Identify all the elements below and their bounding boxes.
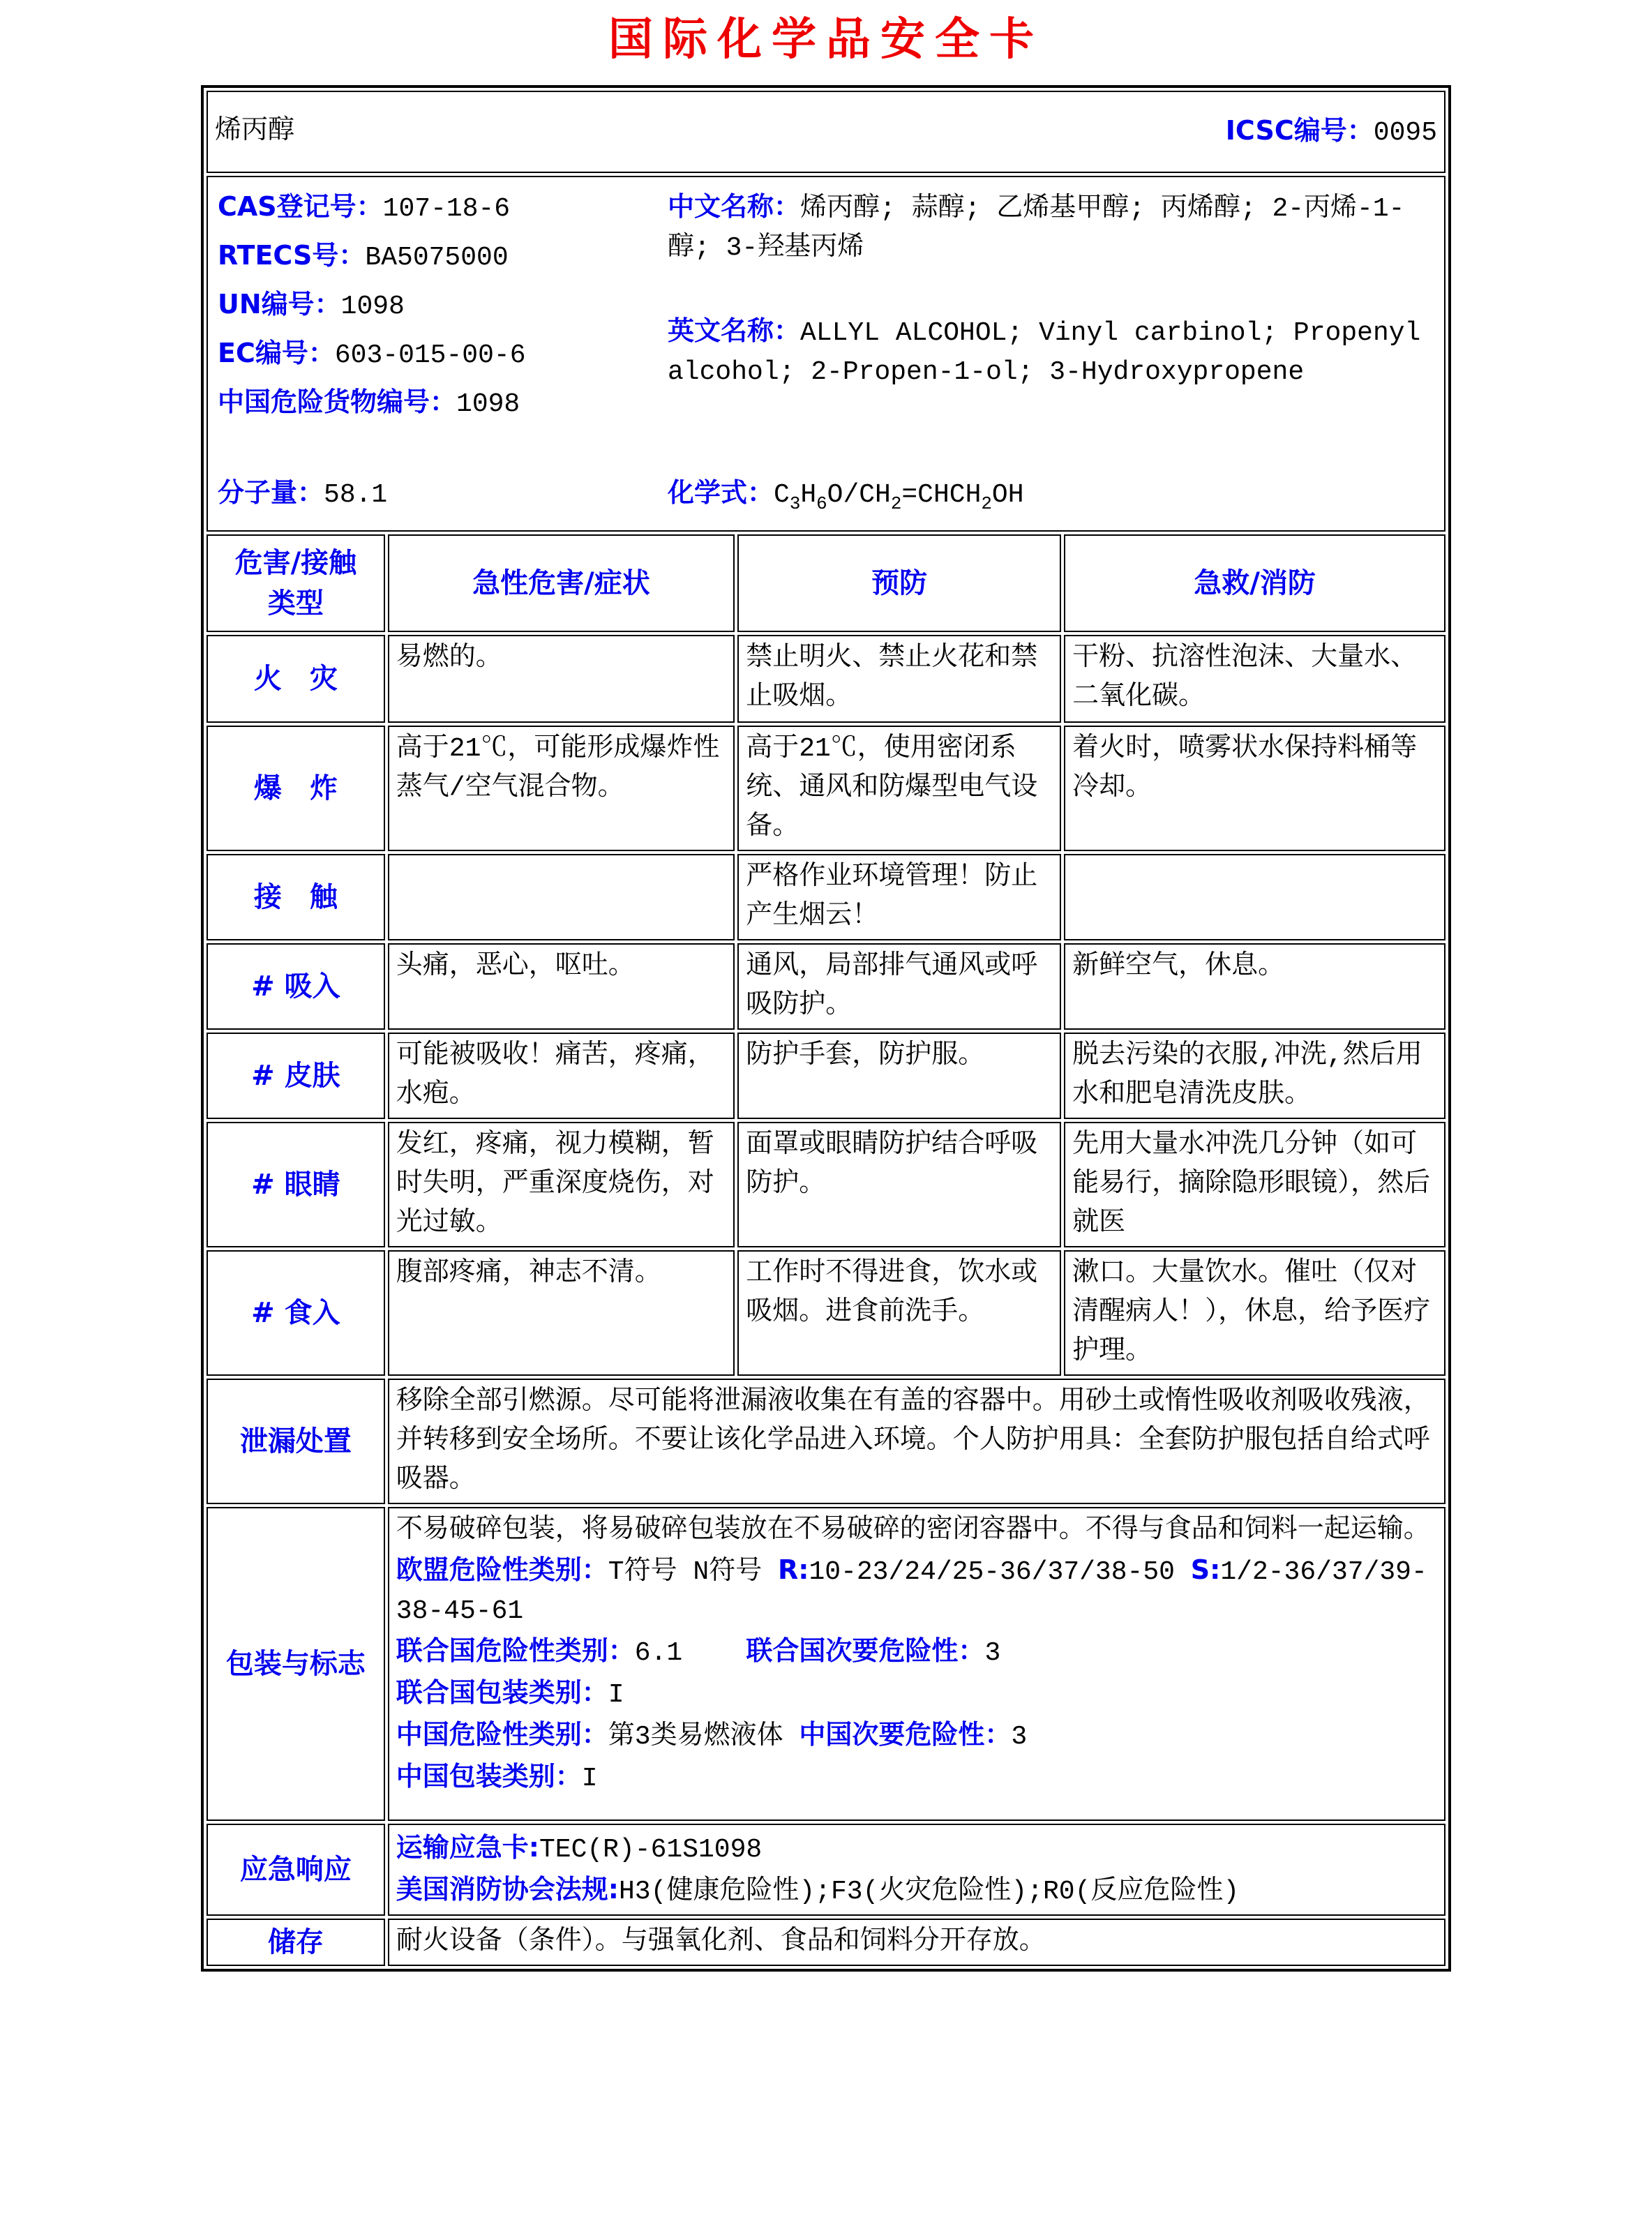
inline-value: 3: [1011, 1722, 1028, 1752]
icsc-number-label: ICSC编号：: [1225, 115, 1374, 146]
hazard-symptoms-cell: [388, 854, 735, 940]
registry-label: RTECS号：: [218, 240, 366, 271]
hazard-prevention-cell: 通风，局部排气通风或呼吸防护。: [737, 943, 1061, 1030]
english-name-block: [668, 311, 1434, 392]
hazard-symptoms-cell: 可能被吸收！痛苦，疼痛，水疱。: [388, 1033, 735, 1119]
chemical-formula-label: 化学式：: [668, 477, 774, 509]
hazard-symptoms-cell: 易燃的。: [388, 635, 735, 723]
section-line: [396, 1631, 1437, 1673]
section-label-storage: 储存: [206, 1919, 385, 1966]
inline-label: 欧盟危险性类别：: [396, 1554, 608, 1585]
inline-value: 10-23/24/25-36/37/38-50: [809, 1557, 1191, 1587]
hazard-row: [206, 854, 1446, 940]
hazard-type-label: # 吸入: [206, 943, 385, 1030]
registry-line: [218, 285, 668, 327]
formula-segment: O/CH: [827, 480, 891, 511]
formula-segment: OH: [991, 480, 1024, 511]
hazard-prevention-cell: 严格作业环境管理！防止产生烟云！: [737, 854, 1061, 940]
substance-names: [668, 187, 1434, 431]
inline-value: 移除全部引燃源。尽可能将泄漏液收集在有盖的容器中。用砂土或惰性吸收剂吸收残液，并转移到安全场所。不要让该化学品进入环境。个人防护用具：全套防护服包括自给式呼吸器。: [396, 1387, 1430, 1495]
section-row-spill-disposal: [206, 1379, 1446, 1504]
inline-label: 联合国包装类别：: [396, 1677, 608, 1708]
registry-label: EC编号：: [218, 338, 335, 368]
hazard-header-symptoms: 急性危害/症状: [388, 534, 735, 632]
registry-value: 1098: [340, 292, 405, 322]
registry-line: [218, 187, 668, 229]
section-line: [396, 1383, 1437, 1500]
chinese-name-block: [668, 187, 1434, 268]
section-row-emergency-response: [206, 1824, 1446, 1916]
formula-segment: C: [774, 480, 790, 511]
hazard-response-cell: 新鲜空气，休息。: [1064, 943, 1446, 1030]
inline-value: 3: [984, 1638, 1001, 1668]
chemical-formula-value: [774, 480, 1024, 514]
section-line: [396, 1511, 1437, 1550]
section-content-spill-disposal: [388, 1379, 1446, 1504]
section-line: [396, 1828, 1437, 1870]
section-line: [396, 1550, 1437, 1631]
hazard-header-prevention: 预防: [737, 534, 1061, 632]
chinese-name-value: 烯丙醇; 蒜醇; 乙烯基甲醇; 丙烯醇; 2-丙烯-1-醇; 3-羟基丙烯: [668, 194, 1405, 263]
hazard-response-cell: 先用大量水冲洗几分钟（如可能易行，摘除隐形眼镜），然后就医: [1064, 1122, 1446, 1247]
registry-value: BA5075000: [365, 243, 509, 273]
formula-segment: =CHCH: [901, 480, 982, 511]
hazard-row: [206, 1033, 1446, 1119]
icsc-number: [1226, 111, 1437, 153]
card-header-row: [206, 91, 1446, 173]
section-label-packaging-labeling: 包装与标志: [206, 1507, 385, 1821]
chemical-formula: [668, 473, 1434, 523]
section-line: [396, 1757, 1437, 1799]
molecular-weight: [218, 473, 668, 515]
hazard-type-label: # 皮肤: [206, 1033, 385, 1119]
hazard-symptoms-cell: 头痛，恶心，呕吐。: [388, 943, 735, 1030]
hazard-type-label: 爆 炸: [206, 726, 385, 851]
inline-value: T符号 N符号: [608, 1557, 778, 1587]
formula-subscript: 6: [816, 493, 827, 514]
molecular-weight-label: 分子量：: [218, 477, 324, 509]
hazard-response-cell: 脱去污染的衣服,冲洗,然后用水和肥皂清洗皮肤。: [1064, 1033, 1446, 1119]
molecular-weight-value: 58.1: [324, 480, 388, 511]
hazard-type-label: # 眼睛: [206, 1122, 385, 1247]
inline-value: I: [608, 1680, 624, 1710]
hazard-header-type-line2: 类型: [267, 587, 324, 620]
registry-label: CAS登记号：: [218, 191, 383, 222]
hazard-row: [206, 943, 1446, 1030]
hazard-row: [206, 726, 1446, 851]
inline-label: 中国包装类别：: [396, 1761, 582, 1792]
hazard-prevention-cell: 工作时不得进食，饮水或吸烟。进食前洗手。: [737, 1250, 1061, 1376]
inline-value: 6.1: [634, 1638, 746, 1668]
section-content-emergency-response: [388, 1824, 1446, 1916]
formula-segment: H: [800, 480, 817, 511]
hazard-header-row: [206, 534, 1446, 632]
hazard-response-cell: 漱口。大量饮水。催吐（仅对清醒病人！），休息，给予医疗护理。: [1064, 1250, 1446, 1376]
identification-cell: [206, 176, 1446, 532]
hazard-symptoms-cell: 腹部疼痛，神志不清。: [388, 1250, 735, 1376]
hazard-type-label: 火 灾: [206, 635, 385, 723]
registry-value: 603-015-00-6: [334, 340, 526, 370]
registry-line: [218, 382, 668, 424]
inline-label: 美国消防协会法规:: [396, 1874, 619, 1905]
hazard-header-type: [206, 534, 385, 632]
registry-line: [218, 236, 668, 278]
icsc-number-value: 0095: [1373, 118, 1437, 148]
inline-value: 1/2-36/37/39-38-45-61: [396, 1557, 1427, 1626]
inline-value: I: [581, 1764, 598, 1794]
registry-number-list: [218, 187, 668, 431]
section-line: [396, 1923, 1437, 1962]
hazard-prevention-cell: 禁止明火、禁止火花和禁止吸烟。: [737, 635, 1061, 723]
inline-value: 不易破碎包装，将易破碎包装放在不易破碎的密闭容器中。不得与食品和饲料一起运输。: [396, 1515, 1430, 1545]
inline-label: R:: [778, 1554, 809, 1585]
inline-label: 联合国次要危险性：: [746, 1635, 985, 1666]
icsc-page: [0, 15, 1652, 1972]
registry-label: 中国危险货物编号：: [218, 387, 457, 417]
icsc-card-table: [201, 85, 1451, 1972]
hazard-symptoms-cell: 高于21℃，可能形成爆炸性蒸气/空气混合物。: [388, 726, 735, 851]
inline-label: 运输应急卡:: [396, 1832, 539, 1863]
identification-row: [206, 176, 1446, 532]
section-line: [396, 1673, 1437, 1715]
hazard-header-response: 急救/消防: [1064, 534, 1446, 632]
section-line: [396, 1715, 1437, 1757]
hazard-type-label: # 食入: [206, 1250, 385, 1376]
hazard-response-cell: [1064, 854, 1446, 940]
hazard-row: [206, 1250, 1446, 1376]
inline-value: H3(健康危险性);F3(火灾危险性);R0(反应危险性): [618, 1877, 1240, 1907]
registry-value: 107-18-6: [382, 194, 511, 224]
hazard-row: [206, 1122, 1446, 1247]
hazard-prevention-cell: 防护手套，防护服。: [737, 1033, 1061, 1119]
section-line: [396, 1870, 1437, 1912]
hazard-prevention-cell: 面罩或眼睛防护结合呼吸防护。: [737, 1122, 1061, 1247]
hazard-prevention-cell: 高于21℃，使用密闭系统、通风和防爆型电气设备。: [737, 726, 1061, 851]
formula-subscript: 2: [890, 493, 902, 514]
registry-value: 1098: [456, 389, 520, 419]
inline-label: 中国危险性类别：: [396, 1719, 608, 1750]
english-name-value: ALLYL ALCOHOL; Vinyl carbinol; Propenyl alcohol; 2-Propen-1-ol; 3-Hydroxypropene: [668, 318, 1421, 387]
inline-label: 联合国危险性类别：: [396, 1635, 635, 1666]
hazard-header-type-line1: 危害/接触: [234, 547, 357, 579]
section-content-packaging-labeling: [388, 1507, 1446, 1821]
section-row-packaging-labeling: [206, 1507, 1446, 1821]
formula-subscript: 3: [789, 493, 801, 514]
inline-label: 中国次要危险性：: [799, 1719, 1012, 1750]
inline-value: 耐火设备（条件）。与强氧化剂、食品和饲料分开存放。: [396, 1927, 1046, 1957]
card-header-cell: [206, 91, 1446, 173]
section-label-emergency-response: 应急响应: [206, 1824, 385, 1916]
formula-subscript: 2: [981, 493, 992, 514]
section-row-storage: [206, 1919, 1446, 1966]
hazard-row: [206, 635, 1446, 723]
hazard-response-cell: 着火时，喷雾状水保持料桶等冷却。: [1064, 726, 1446, 851]
section-label-spill-disposal: 泄漏处置: [206, 1379, 385, 1504]
hazard-response-cell: 干粉、抗溶性泡沫、大量水、二氧化碳。: [1064, 635, 1446, 723]
hazard-type-label: 接 触: [206, 854, 385, 940]
inline-value: TEC(R)-61S1098: [539, 1835, 763, 1865]
registry-label: UN编号：: [218, 289, 341, 320]
section-content-storage: [388, 1919, 1446, 1966]
substance-name: 烯丙醇: [215, 117, 295, 147]
chinese-name-label: 中文名称：: [668, 191, 801, 222]
inline-value: 第3类易燃液体: [608, 1722, 799, 1752]
page-title: 国际化学品安全卡: [608, 13, 1044, 66]
hazard-symptoms-cell: 发红，疼痛，视力模糊，暂时失明，严重深度烧伤，对光过敏。: [388, 1122, 735, 1247]
english-name-label: 英文名称：: [668, 315, 801, 346]
registry-line: [218, 333, 668, 375]
inline-label: S:: [1190, 1554, 1221, 1585]
